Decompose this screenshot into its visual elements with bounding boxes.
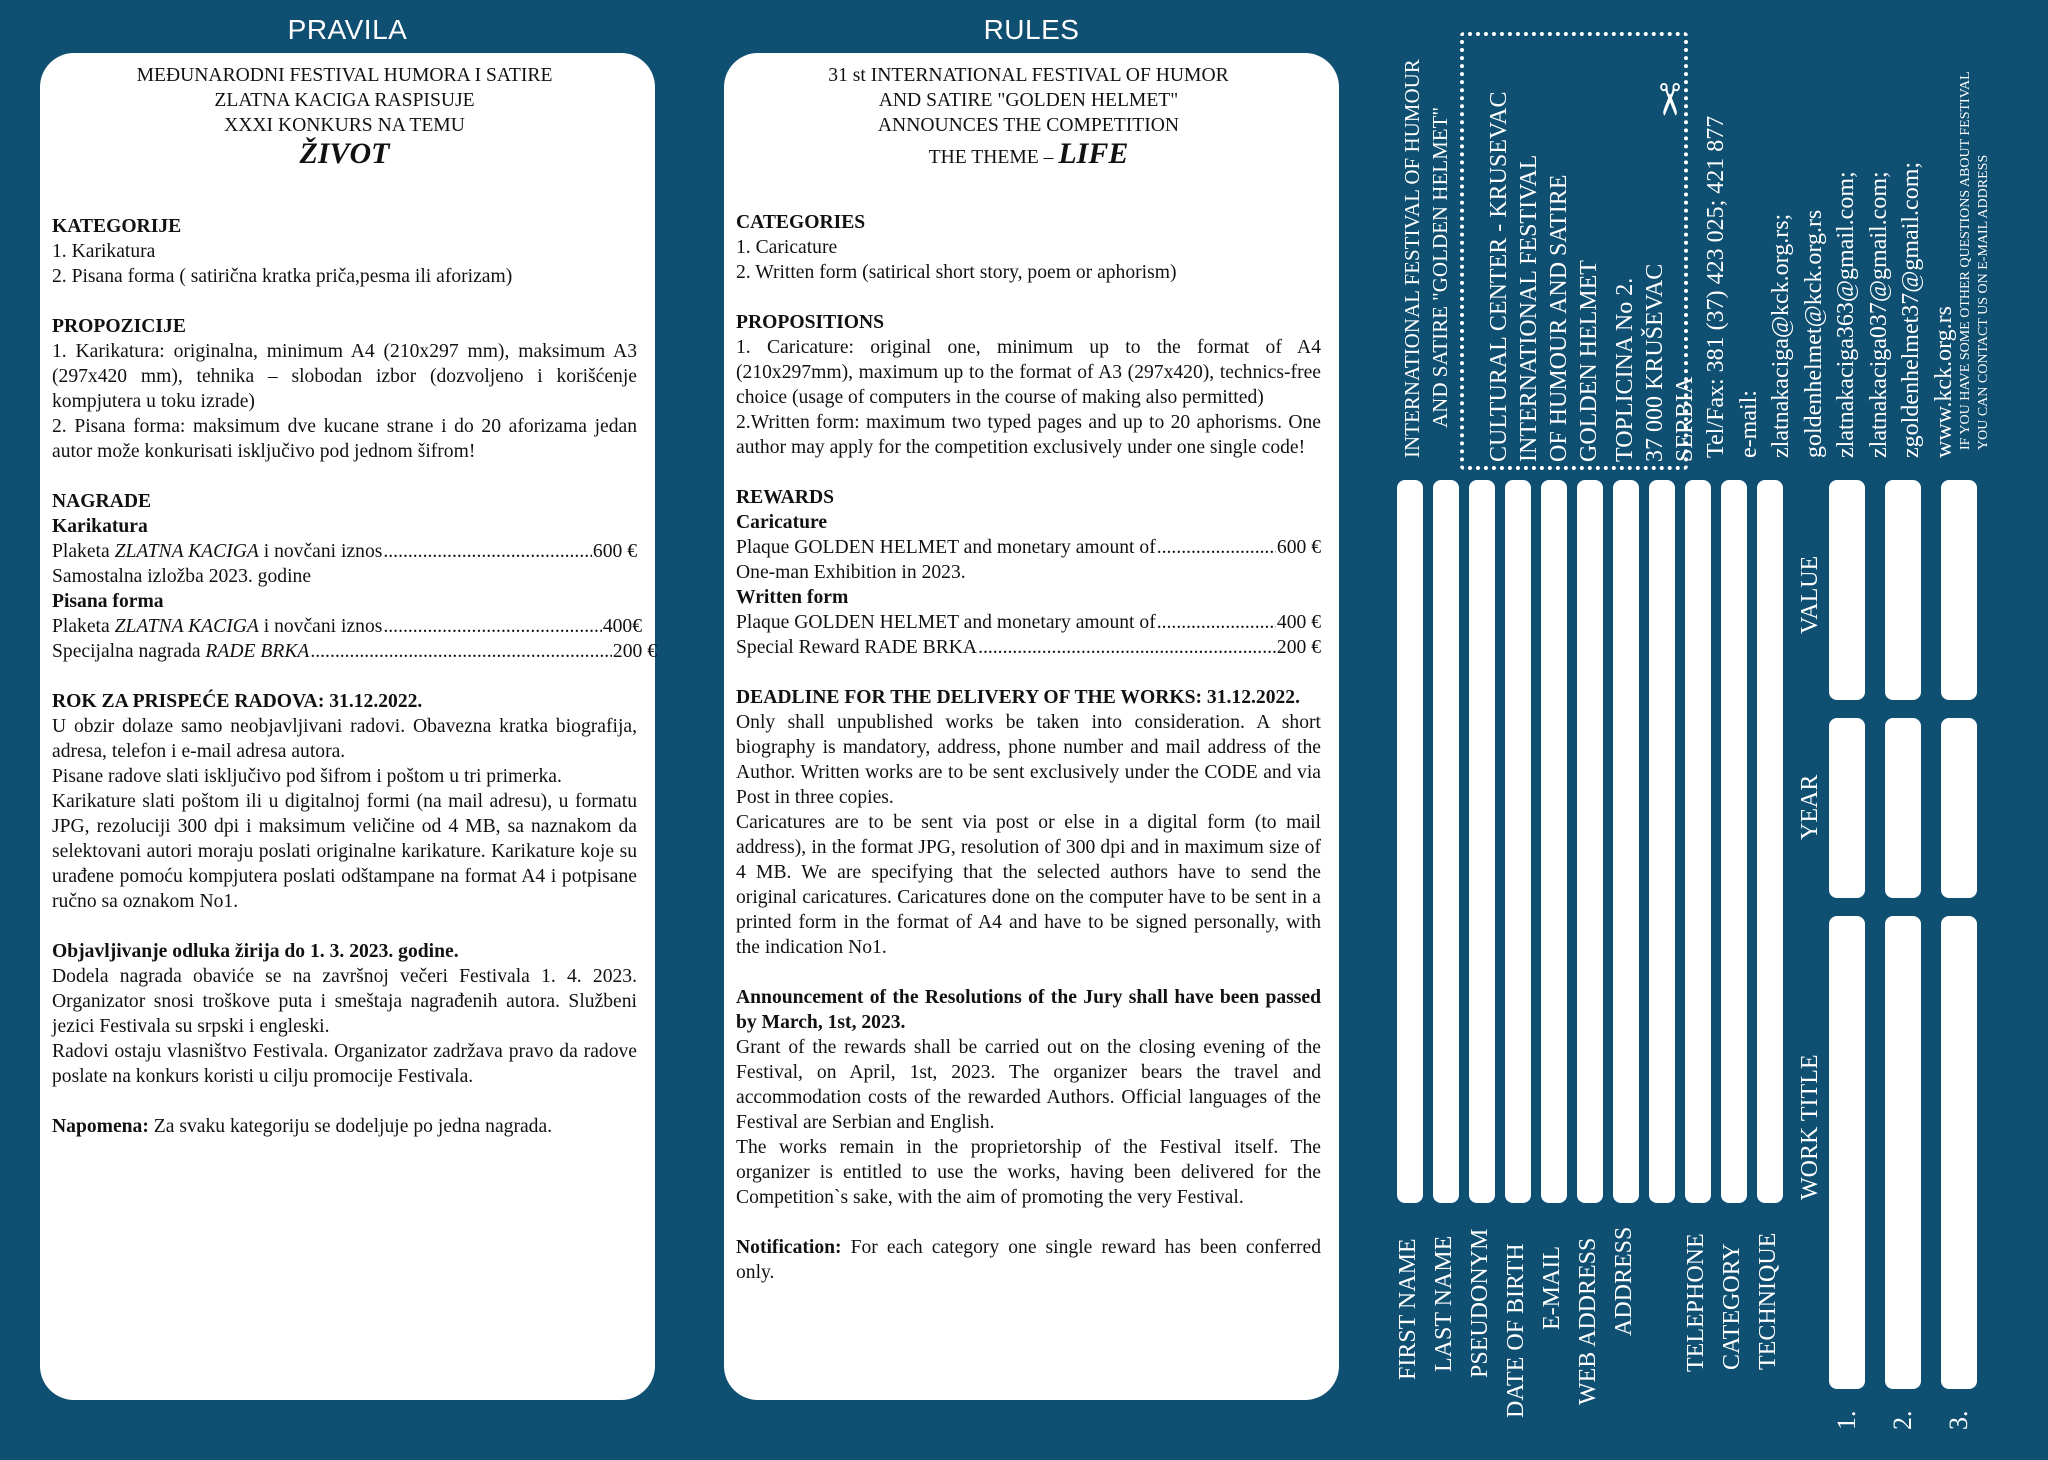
award-prefix: Specijalna nagrada <box>52 641 206 662</box>
proposition-item: 2.Written form: maximum two typed pages and up to 20 aphorisms. One author may apply for the competition exclusively under one single code! <box>736 412 1321 458</box>
work-title-heading: WORK TITLE <box>1797 1054 1823 1200</box>
work-2-year-field[interactable] <box>1885 718 1921 898</box>
caricature-heading: Caricature <box>736 512 828 533</box>
field-label-pseudonym: PSEUDONYM <box>1467 1228 1493 1378</box>
field-label-last-name: LAST NAME <box>1431 1235 1457 1372</box>
field-label-date-of-birth: DATE OF BIRTH <box>1503 1243 1529 1418</box>
contact-email: goldenhelmet@kck.org.rs <box>1800 209 1827 458</box>
jury-text: Grant of the rewards shall be carried out on the closing evening of the Festival, on April, 1st, 2023. The organizer bears the travel and accommodation costs of the rewarded Authors. Official languages of the Festival are Serbian and English. <box>736 1037 1321 1133</box>
categories-heading: CATEGORIES <box>736 212 866 233</box>
proposition-item: 1. Karikatura: originalna, minimum A4 (210x297 mm), maksimum A3 (297x420 mm), tehnika – slobodan izbor (dozvoljeno i korišćenje kompjutera u toku izrade) <box>52 341 637 412</box>
note-label: Notification: <box>736 1237 842 1258</box>
award-name: ZLATNA KACIGA <box>114 616 259 637</box>
scissors-icon: ✂ <box>1643 81 1693 118</box>
work-3-value-field[interactable] <box>1941 480 1977 700</box>
deadline-text: U obzir dolaze samo neobjavljivani radovi. Obavezna kratka biografija, adresa, telefon i e-mail adresa autora. <box>52 716 637 762</box>
work-3-title-field[interactable] <box>1941 916 1977 1389</box>
note <box>736 1235 1321 1285</box>
proposition-item: 2. Pisana forma: maksimum dve kucane strane i do 20 aforizama jedan autor može konkurisati isključivo pod jednom šifrom! <box>52 416 637 462</box>
award-name: ZLATNA KACIGA <box>114 541 259 562</box>
address-line: GOLDEN HELMET <box>1576 260 1602 462</box>
rules-title-line: AND SATIRE "GOLDEN HELMET" <box>878 90 1179 111</box>
deadline-text: Karikature slati poštom ili u digitalnoj formi (na mail adresu), u formatu JPG, rezoluciji 300 dpi i maksimum veličine od 4 MB, sa naznakom da selektovani autori moraju poslati originalne karikature. Karikature koje su urađene pomoću kompjutera poslati odštampane na format A4 i potpisane ručno sa oznakom No1. <box>52 791 637 912</box>
jury-text: Dodela nagrada obaviće se na završnoj večeri Festivala 1. 4. 2023. Organizator snosi troškove puta i smeštaja nagrađenih autora. Službeni jezici Festivala su srpski i engleski. <box>52 966 637 1037</box>
pravila-title-line: MEĐUNARODNI FESTIVAL HUMORA I SATIRE <box>136 65 553 86</box>
deadline-heading: DEADLINE FOR THE DELIVERY OF THE WORKS: 31.12.2022. <box>736 687 1300 708</box>
pravila-theme: ŽIVOT <box>299 137 390 170</box>
address-line: INTERNATIONAL FESTIVAL <box>1516 154 1542 462</box>
pseudonym-field[interactable] <box>1469 480 1495 1203</box>
form-header-line: INTERNATIONAL FESTIVAL OF HUMOUR <box>1400 59 1424 458</box>
contact-email: zlatnakaciga@kck.org.rs; <box>1768 213 1794 458</box>
last-name-field[interactable] <box>1433 480 1459 1203</box>
special-award <box>736 635 1321 660</box>
contact-website: www.kck.org.rs <box>1930 306 1957 458</box>
jury-heading: Announcement of the Resolutions of the Jury shall have been passed by March, 1st, 2023. <box>736 987 1321 1033</box>
row-number: 1. <box>1832 1410 1861 1430</box>
categories-heading: KATEGORIJE <box>52 216 182 237</box>
address-block <box>1484 92 1700 462</box>
field-label-email: E-MAIL <box>1539 1246 1565 1330</box>
field-label-web-address: WEB ADDRESS <box>1575 1237 1601 1405</box>
cartoon-award <box>52 539 637 564</box>
note-text: Za svaku kategoriju se dodeljuje po jedna nagrada. <box>148 1116 553 1137</box>
work-1-title-field[interactable] <box>1829 916 1865 1389</box>
web-address-field[interactable] <box>1577 480 1603 1203</box>
form-header <box>1398 59 1454 458</box>
info-line: YOU CAN CONTACT US ON E-MAIL ADDRESS <box>1976 154 1991 450</box>
row-number: 2. <box>1888 1410 1917 1430</box>
caricature-exhibition: One-man Exhibition in 2023. <box>736 562 966 583</box>
address-line: SERBIA <box>1672 376 1698 462</box>
jury-heading: Objavljivanje odluka žirija do 1. 3. 2023. godine. <box>52 941 459 962</box>
pravila-heading: PRAVILA <box>287 14 408 45</box>
contact-line: e-mail: <box>1735 390 1762 458</box>
deadline-text: Pisane radove slati isključivo pod šifrom i poštom u tri primerka. <box>52 766 562 787</box>
award-label: Special Reward RADE BRKA <box>736 637 978 658</box>
deadline-heading: ROK ZA PRISPEĆE RADOVA: 31.12.2022. <box>52 691 423 712</box>
contact-line: Tel/Fax: 381 (37) 423 025; 421 877 <box>1703 115 1729 458</box>
award-suffix: i novčani iznos <box>258 541 383 562</box>
award-name: RADE BRKA <box>205 641 310 662</box>
work-2-title-field[interactable] <box>1885 916 1921 1389</box>
award-amount: 400 € <box>1276 612 1321 633</box>
pravila-title <box>52 63 637 170</box>
rules-panel <box>724 53 1339 1400</box>
award-label: Plaque GOLDEN HELMET and monetary amount of <box>736 612 1156 633</box>
address-line: OF HUMOUR AND SATIRE <box>1546 174 1572 462</box>
note <box>52 1114 637 1139</box>
field-label-telephone: TELEPHONE <box>1683 1233 1709 1372</box>
work-3-year-field[interactable] <box>1941 718 1977 898</box>
rules-title <box>736 63 1321 170</box>
deadline-text: Only shall unpublished works be taken into consideration. A short biography is mandatory, address, phone number and mail address of the Author. Written works are to be sent exclusively under the CODE and via Post in three copies. <box>736 712 1321 808</box>
rules-title-line: ANNOUNCES THE COMPETITION <box>877 115 1180 136</box>
jury-text: Radovi ostaju vlasništvo Festivala. Organizator zadržava pravo da radove poslate na konkurs koristi u cilju promocije Festivala. <box>52 1041 637 1087</box>
proposition-item: 1. Caricature: original one, minimum up to the format of A4 (210x297mm), maximum up to the format of A3 (297x420), technics-free choice (usage of computers in the course of making also permitted) <box>736 337 1321 408</box>
info-line: IF YOU HAVE SOME OTHER QUESTIONS ABOUT FESTIVAL <box>1958 71 1973 450</box>
address-field-2[interactable] <box>1649 480 1675 1203</box>
special-award <box>52 639 657 664</box>
theme-prefix: THE THEME – <box>928 147 1059 168</box>
category-item: 2. Pisana forma ( satirična kratka priča,pesma ili aforizam) <box>52 266 513 287</box>
value-heading: VALUE <box>1797 555 1823 634</box>
rewards-heading: REWARDS <box>736 487 834 508</box>
cartoon-heading: Karikatura <box>52 516 148 537</box>
contact-email: zlatnakaciga037@gmail.com; <box>1865 171 1892 458</box>
work-1-year-field[interactable] <box>1829 718 1865 898</box>
field-label-technique: TECHNIQUE <box>1755 1232 1781 1370</box>
awards-heading: NAGRADE <box>52 491 152 512</box>
date-of-birth-field[interactable] <box>1505 480 1531 1203</box>
deadline-text: Caricatures are to be sent via post or else in a digital form (to mail address), in the format JPG, resolution of 300 dpi and in maximum size of 4 MB. We are specifying that the selected authors have to send the original caricatures. Caricatures done on the computer have to be sent in a printed form in the format of A4 and have to be signed personally, with the indication No1. <box>736 812 1321 958</box>
jury-text: The works remain in the proprietorship of the Festival itself. The organizer is entitled to use the works, having been delivered for the Competition`s sake, with the aim of promoting the very Festival. <box>736 1137 1321 1208</box>
written-award <box>52 614 642 639</box>
award-label: Plaque GOLDEN HELMET and monetary amount of <box>736 537 1156 558</box>
rules-theme-line <box>736 138 1321 170</box>
category-item: 2. Written form (satirical short story, poem or aphorism) <box>736 262 1177 283</box>
year-heading: YEAR <box>1797 774 1823 840</box>
address-line: TOPLICINA No 2. <box>1612 277 1638 462</box>
written-heading: Written form <box>736 587 849 608</box>
address-line: 37 000 KRUŠEVAC <box>1642 263 1668 462</box>
email-field[interactable] <box>1541 480 1567 1203</box>
written-heading: Pisana forma <box>52 591 164 612</box>
field-label-category: CATEGORY <box>1719 1243 1745 1370</box>
note-label: Napomena: <box>52 1116 149 1137</box>
address-field[interactable] <box>1613 480 1639 1203</box>
first-name-field[interactable] <box>1397 480 1423 1203</box>
rules-title-line: 31 st INTERNATIONAL FESTIVAL OF HUMOR <box>828 65 1229 86</box>
propositions-heading: PROPOSITIONS <box>736 312 885 333</box>
award-suffix: i novčani iznos <box>258 616 383 637</box>
telephone-field[interactable] <box>1685 480 1711 1203</box>
award-amount: 400€ <box>602 616 642 637</box>
award-amount: 200 € <box>1276 637 1321 658</box>
written-award <box>736 610 1321 635</box>
category-item: 1. Caricature <box>736 237 838 258</box>
contact-block <box>1700 116 1960 458</box>
cartoon-exhibition: Samostalna izložba 2023. godine <box>52 566 312 587</box>
award-prefix: Plaketa <box>52 616 115 637</box>
field-label-address: ADDRESS <box>1611 1226 1637 1336</box>
info-note <box>1957 71 1993 450</box>
contact-email: zlatnakaciga363@gmail.com; <box>1833 171 1859 458</box>
note-text: For each category one single reward has been conferred only. <box>736 1237 1321 1283</box>
category-item: 1. Karikatura <box>52 241 156 262</box>
pravila-panel <box>40 53 655 1400</box>
form-header-line: AND SATIRE "GOLDEN HELMET" <box>1428 106 1452 428</box>
award-amount: 600 € <box>1276 537 1321 558</box>
contact-email: zgoldenhelmet37@gmail.com; <box>1898 161 1924 458</box>
category-field[interactable] <box>1721 480 1747 1203</box>
rules-theme: LIFE <box>1058 137 1129 170</box>
address-line: CULTURAL CENTER - KRUSEVAC <box>1486 91 1512 462</box>
award-amount: 600 € <box>592 541 637 562</box>
technique-field[interactable] <box>1757 480 1783 1203</box>
field-label-first-name: FIRST NAME <box>1395 1238 1421 1380</box>
pravila-title-line: ZLATNA KACIGA RASPISUJE <box>214 90 475 111</box>
propositions-heading: PROPOZICIJE <box>52 316 186 337</box>
pravila-title-line: XXXI KONKURS NA TEMU <box>224 115 465 136</box>
work-1-value-field[interactable] <box>1829 480 1865 700</box>
rules-heading: RULES <box>983 14 1080 45</box>
work-2-value-field[interactable] <box>1885 480 1921 700</box>
caricature-award <box>736 535 1321 560</box>
award-amount: 200 € <box>612 641 657 662</box>
row-number: 3. <box>1944 1410 1973 1430</box>
award-prefix: Plaketa <box>52 541 115 562</box>
